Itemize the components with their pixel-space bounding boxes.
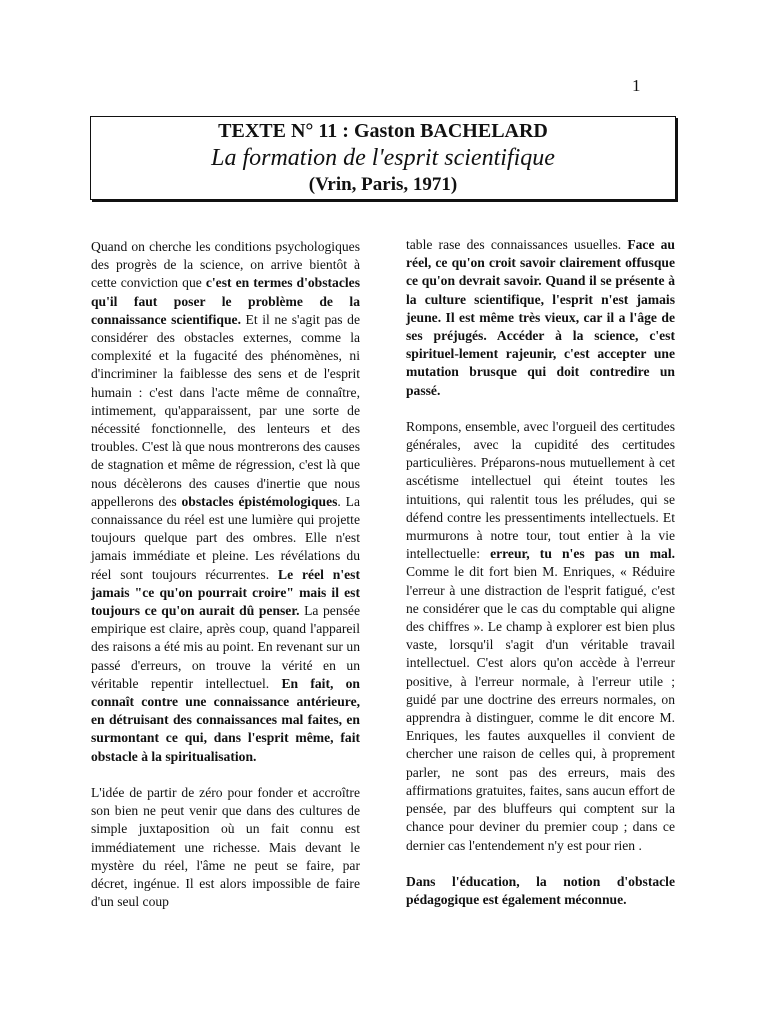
text-segment: . La connaissance du réel est une lumière qui projette toujours quelque part des ombres. Elle n'est jamais immédiate et pleine. Les révélations du réel sont toujours récurrentes. <box>91 493 361 582</box>
bold-text-segment: erreur, tu n'es pas un mal. <box>490 546 676 562</box>
bold-text-segment: Dans l'éducation, la notion d'obstacle pédagogique est également méconnue. <box>406 873 675 907</box>
left-column <box>91 238 360 911</box>
text-segment: Quand on cherche les conditions psychologiques des progrès de la science, on arrive bientôt à cette conviction que <box>91 239 360 291</box>
paragraph <box>406 236 675 400</box>
paragraph <box>91 238 360 766</box>
paragraph <box>406 873 675 909</box>
page-number: 1 <box>632 76 641 95</box>
text-segment: Et il ne s'agit pas de considérer des obstacles externes, comme la complexité et la fugacité des phénomènes, ni d'incriminer la faiblesse des sens et de l'esprit humain : c'est dans l'acte même de connaître, intimement, qu'apparaissent, par une sorte de nécessité fonctionnelle, des lenteurs et des troubles. C'est là que nous montrerons des causes de stagnation et même de régression, c'est là que nous décèlerons des causes d'inertie que nous appellerons des <box>91 311 360 509</box>
text-segment: Rompons, ensemble, avec l'orgueil des certitudes générales, avec la cupidité des certitudes particulières. Préparons-nous mutuellement à cet ascétisme intellectuel qui éteint toutes les intuitions, qui ralentit tous les préludes, qui se défend contre les pressentiments intellectuels. Et murmurons à notre tour, tout entier à la vie intellectuelle: <box>406 418 675 562</box>
paragraph <box>91 784 360 911</box>
text-segment: Comme le dit fort bien M. Enriques, « Réduire l'erreur à une distraction de l'esprit fatigué, c'est ne considérer que le cas du comptable qui aligne des chiffres ». Le champ à explorer est bien plus vaste, lorsqu'il s'agit d'un véritable travail intellectuel. C'est alors qu'on accède à l'erreur positive, à l'erreur normale, à l'erreur utile ; guidé par une doctrine des erreurs normales, on apprendra à distinguer, comme le dit encore M. Enriques, les fautes auxquelles il convient de chercher une raison de celles qui, à proprement parler, ne sont pas des erreurs, mais des affirmations gratuites, faites, sans aucun effort de pensée, par des bluffeurs qui comptent sur la chance pour deviner du premier coup ; dans ce dernier cas l'entendement n'y est pour rien . <box>406 564 675 853</box>
bold-text-segment: c'est en termes d'obstacles qu'il faut poser le problème de la connaissance scientifique. <box>91 275 360 327</box>
text-number-heading: TEXTE N° 11 : Gaston BACHELARD <box>218 120 548 142</box>
bold-text-segment: obstacles épistémologiques <box>181 493 338 509</box>
right-column <box>406 236 675 909</box>
bold-text-segment: En fait, on connaît contre une connaissance antérieure, en détruisant des connaissances mal faites, en surmontant ce qui, dans l'esprit même, fait obstacle à la spiritualisation. <box>91 675 360 764</box>
book-title: La formation de l'esprit scientifique <box>211 145 555 171</box>
publisher-info: (Vrin, Paris, 1971) <box>308 174 458 195</box>
bold-text-segment: Le réel n'est jamais "ce qu'on pourrait croire" mais il est toujours ce qu'on aurait dû penser. <box>91 566 360 619</box>
title-box <box>90 116 676 200</box>
bold-text-segment: Face au réel, ce qu'on croit savoir clairement offusque ce qu'on devrait savoir. Quand il se présente à la culture scientifique, l'esprit n'est jamais jeune. Il est même très vieux, car il a l'âge de ses préjugés. Accéder à la science, c'est spirituel-lement rajeunir, c'est accepter une mutation brusque qui doit contredire un passé. <box>406 237 675 398</box>
paragraph <box>406 418 675 855</box>
text-segment: L'idée de partir de zéro pour fonder et accroître son bien ne peut venir que dans des cultures de simple juxtaposition où un fait connu est immédiatement une richesse. Mais devant le mystère du réel, l'âme ne peut se faire, par décret, ingénue. Il est alors impossible de faire d'un seul coup <box>91 784 360 910</box>
text-segment: table rase des connaissances usuelles. <box>406 237 628 252</box>
text-segment: La pensée empirique est claire, après coup, quand l'appareil des raisons a été mis au point. En revenant sur un passé d'erreurs, on trouve la vérité en un véritable repentir intellectuel. <box>91 603 360 691</box>
